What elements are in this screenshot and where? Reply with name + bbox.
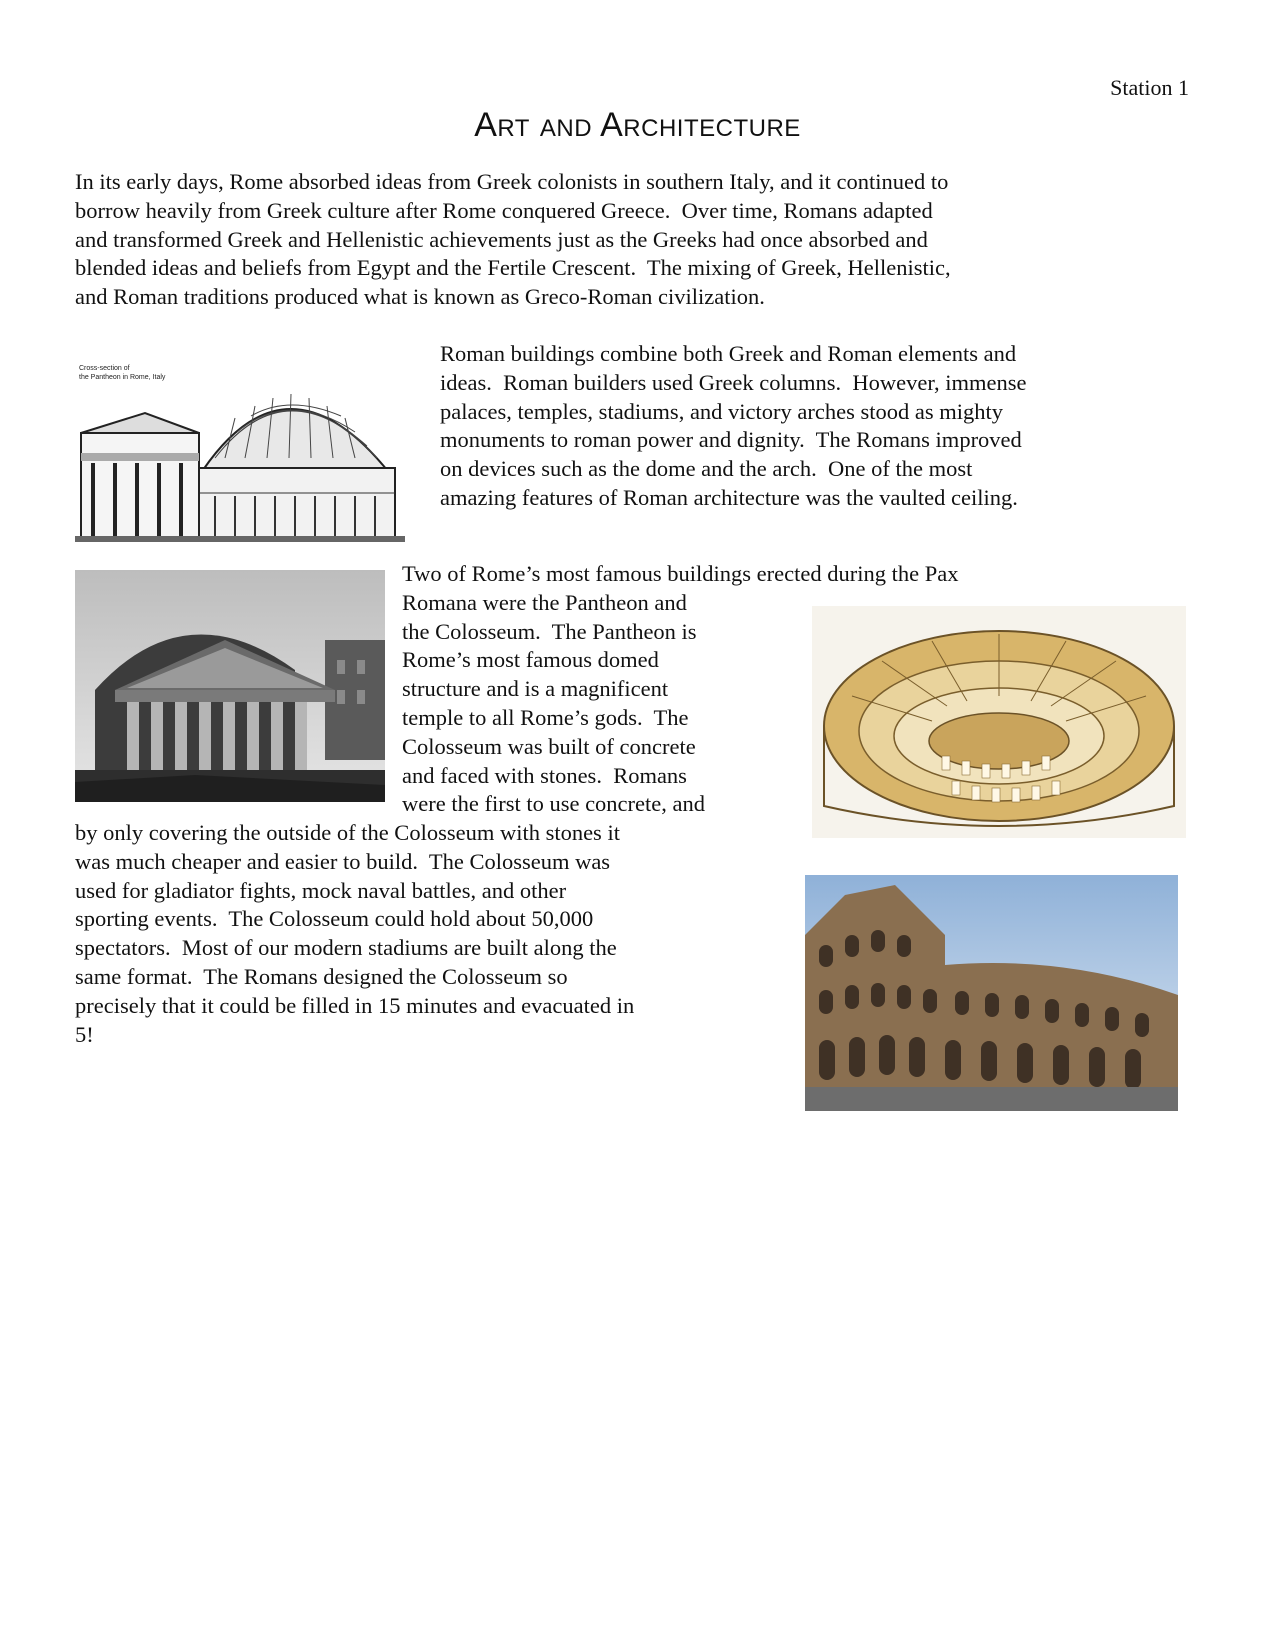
text-line: Rome’s most famous domed bbox=[402, 647, 659, 673]
text-line: monuments to roman power and dignity. The Romans improved bbox=[440, 427, 1022, 453]
text-line: on devices such as the dome and the arch. One of the most bbox=[440, 456, 973, 482]
text-line: same format. The Romans designed the Colosseum so bbox=[75, 963, 568, 989]
text-line: Roman buildings combine both Greek and Roman elements and bbox=[440, 341, 1017, 366]
intro-paragraph bbox=[75, 168, 951, 312]
text-line: palaces, temples, stadiums, and victory arches stood as mighty bbox=[440, 398, 1003, 424]
colosseum-cutaway-image bbox=[812, 606, 1186, 838]
text-line: and Roman traditions produced what is known as Greco-Roman civilization. bbox=[75, 284, 765, 310]
text-line: Two of Rome’s most famous buildings erected during the Pax bbox=[402, 561, 959, 586]
text-line: precisely that it could be filled in 15 minutes and evacuated in bbox=[75, 992, 635, 1018]
text-line: structure and is a magnificent bbox=[402, 676, 669, 702]
text-line: amazing features of Roman architecture was the vaulted ceiling. bbox=[440, 484, 1018, 510]
text-line: by only covering the outside of the Colosseum with stones it bbox=[75, 820, 620, 845]
text-line: used for gladiator fights, mock naval battles, and other bbox=[75, 877, 567, 903]
text-line: 5! bbox=[75, 1021, 94, 1047]
text-line: Colosseum was built of concrete bbox=[402, 733, 696, 759]
text-line: In its early days, Rome absorbed ideas from Greek colonists in southern Italy, and it continued to bbox=[75, 169, 949, 194]
text-line: were the first to use concrete, and bbox=[402, 791, 705, 817]
text-line: ideas. Roman builders used Greek columns. However, immense bbox=[440, 369, 1027, 395]
page-title: Art and Architecture bbox=[474, 106, 801, 144]
text-line: and faced with stones. Romans bbox=[402, 762, 687, 788]
paragraph-roman-buildings bbox=[440, 340, 1026, 513]
caption-line: the Pantheon in Rome, Italy bbox=[79, 374, 166, 381]
text-line: was much cheaper and easier to build. The Colosseum was bbox=[75, 848, 611, 874]
text-line: borrow heavily from Greek culture after Rome conquered Greece. Over time, Romans adapted bbox=[75, 197, 933, 223]
text-line: spectators. Most of our modern stadiums are built along the bbox=[75, 935, 617, 961]
text-line: the Colosseum. The Pantheon is bbox=[402, 618, 697, 644]
station-label: Station 1 bbox=[1110, 75, 1189, 100]
text-line: blended ideas and beliefs from Egypt and the Fertile Crescent. The mixing of Greek, Hellenistic, bbox=[75, 255, 951, 281]
text-line: temple to all Rome’s gods. The bbox=[402, 704, 689, 730]
pantheon-cross-section-image bbox=[75, 358, 405, 548]
text-line: and transformed Greek and Hellenistic achievements just as the Greeks had once absorbed and bbox=[75, 226, 928, 252]
paragraph-colosseum bbox=[75, 819, 634, 1049]
caption-line: Cross-section of bbox=[79, 365, 130, 372]
text-line: sporting events. The Colosseum could hold about 50,000 bbox=[75, 906, 594, 932]
text-line: Romana were the Pantheon and bbox=[402, 589, 687, 615]
pantheon-photo bbox=[75, 570, 385, 802]
colosseum-photo bbox=[805, 875, 1178, 1111]
